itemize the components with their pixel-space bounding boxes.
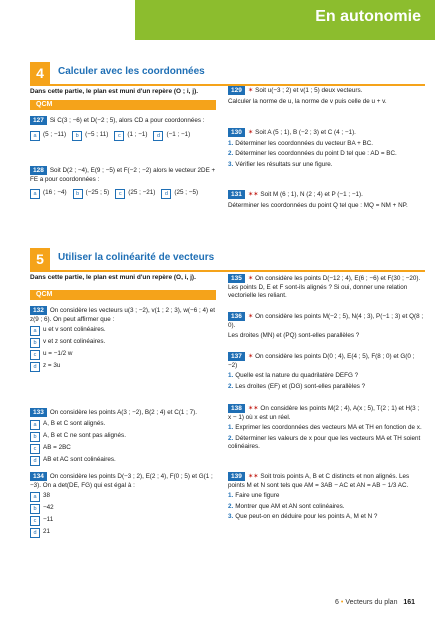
question-2: 2. Les droites (EF) et (DG) sont-elles parallèles ?: [228, 382, 366, 390]
option-c: [30, 444, 220, 454]
difficulty-stars: ✶✶: [247, 473, 259, 480]
option-a: [30, 131, 66, 141]
question-text: Les droites (EF) et (DG) sont-elles parallèles ?: [235, 382, 366, 390]
option-label: c: [30, 516, 40, 526]
option-text: A, B et C ne sont pas alignés.: [43, 431, 126, 439]
exercise-number: 127: [30, 116, 47, 125]
option-label: a: [30, 326, 40, 336]
option-c: [30, 516, 220, 526]
question-text: Déterminer les valeurs de x pour que les vecteurs MA et TH soient colinéaires.: [228, 434, 421, 450]
qcm-banner: QCM: [30, 290, 216, 300]
exercise-text: On considère les points D(−3 ; 2), E(2 ; 4), F(0 ; 5) et G(1 ; −3). On a det(DE, FG) qui est égal à :: [30, 473, 213, 489]
option-text: AB = 2BC: [43, 443, 71, 451]
option-text: (−5 ; 11): [85, 130, 109, 138]
exercise-130: [228, 128, 424, 169]
exercise-text: Soit A (5 ; 1), B (−2 ; 3) et C (4 ; −1).: [255, 129, 356, 136]
question-text: Que peut-on en déduire pour les points A, M et N ?: [235, 513, 378, 520]
option-d: [30, 528, 220, 538]
option-a: [30, 189, 67, 199]
difficulty-stars: ✶: [247, 129, 254, 136]
exercise-text: On considère les points M(2 ; 4), A(x ; 5), T(2 ; 1) et H(3 ; x − 1) où x est un réel.: [228, 405, 420, 421]
difficulty-stars: ✶✶: [247, 191, 259, 198]
header-banner: [135, 0, 435, 40]
exercise-text: Soit trois points A, B et C distincts et non alignés. Les points M et N sont tels que AM = 3AB − AC et AN = AB − 1/3 AC.: [228, 473, 410, 489]
question-1: 1. Déterminer les coordonnées du vecteur BA + BC.: [228, 139, 373, 147]
option-text: (1 ; −1): [127, 130, 148, 138]
option-text: (25 ; −21): [128, 189, 156, 196]
option-text: (25 ; −5): [174, 189, 199, 196]
exercise-139: [228, 472, 424, 522]
section-intro: Dans cette partie, le plan est muni d'un repère (O, i, j).: [30, 274, 196, 281]
question-text: Vérifier les résultats sur une figure.: [235, 160, 333, 168]
option-text: (16 ; −4): [43, 189, 67, 196]
exercise-text: On considère les points M(−2 ; 5), N(4 ; 3), P(−1 ; 3) et Q(8 ; 0).: [228, 313, 424, 329]
page-footer: 6 • Vecteurs du plan 161: [334, 599, 415, 606]
question-2: 2. Déterminer les valeurs de x pour que les vecteurs MA et TH soient colinéaires.: [228, 434, 421, 450]
option-text: (−25 ; 5): [85, 189, 110, 196]
option-label: b: [72, 131, 82, 141]
question-text: Déterminer les coordonnées du vecteur BA + BC.: [235, 139, 373, 147]
option-b: [30, 338, 220, 348]
exercise-number: 135: [228, 274, 245, 283]
option-label: b: [30, 338, 40, 348]
option-d: [161, 189, 198, 199]
option-a: [30, 326, 220, 336]
option-d: [30, 456, 220, 466]
option-label: c: [30, 444, 40, 454]
exercise-text: Soit u(−3 ; 2) et v(1 ; 5) deux vecteurs.: [255, 87, 363, 94]
exercise-number: 132: [30, 306, 47, 315]
option-label: a: [30, 492, 40, 502]
question-3: 3. Que peut-on en déduire pour les points A, M et N ?: [228, 513, 378, 520]
section-number: 4: [30, 62, 50, 84]
question-2: 2. Montrer que AM et AN sont colinéaires.: [228, 502, 345, 510]
option-label: d: [30, 528, 40, 538]
exercise-text: On considère les points D(0 ; 4), E(4 ; 5), F(8 ; 0) et G(0 ; −2): [228, 353, 415, 369]
exercise-128: [30, 166, 220, 199]
option-text: (−1 ; −1): [166, 130, 191, 138]
option-text: −42: [43, 504, 54, 511]
option-c: [30, 350, 220, 360]
option-text: v et z sont colinéaires.: [43, 338, 106, 345]
header-bar: [0, 0, 435, 40]
exercise-number: 137: [228, 352, 245, 361]
option-label: c: [114, 131, 124, 141]
exercise-136: [228, 312, 424, 341]
option-label: c: [30, 350, 40, 360]
exercise-137: [228, 352, 424, 391]
option-text: 38: [43, 492, 51, 499]
exercise-number: 136: [228, 312, 245, 321]
section-number: 5: [30, 248, 50, 270]
option-label: b: [30, 432, 40, 442]
exercise-text: Si C(3 ; −6) et D(−2 ; 5), alors CD a pour coordonnées :: [49, 117, 205, 124]
header-title: En autonomie: [315, 8, 421, 25]
exercise-132: [30, 306, 220, 372]
exercise-number: 134: [30, 472, 47, 481]
difficulty-stars: ✶: [247, 313, 254, 320]
qcm-banner: QCM: [30, 100, 216, 110]
exercise-text: Soit M (6 ; 1), N (2 ; 4) et P (−1 ; −1).: [260, 191, 363, 198]
question-text: Déterminer les coordonnées du point D tel que : AD = BC.: [235, 150, 397, 157]
option-label: d: [30, 456, 40, 466]
option-text: AB et AC sont colinéaires.: [43, 455, 116, 463]
difficulty-stars: ✶✶: [247, 405, 259, 412]
option-text: z = 3u: [43, 362, 61, 369]
option-text: u = −1/2 w: [43, 350, 73, 357]
option-label: d: [30, 362, 40, 372]
exercise-135: [228, 274, 424, 301]
option-text: A, B et C sont alignés.: [43, 419, 106, 427]
option-label: b: [30, 504, 40, 514]
exercise-text: Soit D(2 ; −4), E(9 ; −5) et F(−2 ; −2) alors le vecteur 2DE + FE a pour coordonnées :: [30, 167, 216, 183]
exercise-number: 128: [30, 166, 47, 175]
exercise-134: [30, 472, 220, 538]
chapter-number: 6: [334, 599, 339, 606]
question-1: 1. Faire une figure: [228, 492, 280, 499]
option-text: u et v sont colinéaires.: [43, 326, 106, 333]
option-d: [30, 362, 220, 372]
option-d: [153, 131, 190, 141]
exercise-number: 138: [228, 404, 245, 413]
exercise-text: Déterminer les coordonnées du point Q tel que : MQ = NM + NP.: [228, 201, 408, 209]
section-5-header: [30, 248, 425, 272]
exercise-number: 129: [228, 86, 245, 95]
exercise-127: [30, 116, 220, 141]
question-text: Montrer que AM et AN sont colinéaires.: [235, 502, 345, 510]
exercise-number: 130: [228, 128, 245, 137]
option-c: [114, 131, 147, 141]
exercise-text: On considère les points A(3 ; −2), B(2 ; 4) et C(1 ; 7).: [49, 409, 198, 416]
exercise-129: [228, 86, 424, 106]
exercise-138: [228, 404, 424, 452]
option-text: 21: [43, 528, 51, 535]
option-text: (5 ; −11): [43, 130, 67, 138]
exercise-number: 139: [228, 472, 245, 481]
exercise-131: [228, 190, 424, 210]
exercise-number: 131: [228, 190, 245, 199]
question-3: 3. Vérifier les résultats sur une figure.: [228, 160, 333, 168]
option-b: [72, 131, 108, 141]
page-number: 161: [403, 599, 415, 606]
question-text: Exprimer les coordonnées des vecteurs MA et TH en fonction de x.: [235, 424, 422, 431]
exercise-number: 133: [30, 408, 47, 417]
option-label: c: [115, 189, 125, 199]
question-text: Quelle est la nature du quadrilatère DEFG ?: [235, 372, 359, 379]
option-b: [30, 432, 220, 442]
option-label: a: [30, 131, 40, 141]
exercise-133: [30, 408, 220, 466]
option-c: [115, 189, 155, 199]
option-label: a: [30, 189, 40, 199]
exercise-text: Les droites (MN) et (PQ) sont-elles parallèles ?: [228, 332, 360, 339]
exercise-text: Calculer la norme de u, la norme de v puis celle de u + v.: [228, 97, 387, 105]
option-label: d: [161, 189, 171, 199]
option-b: [30, 504, 220, 514]
option-label: d: [153, 131, 163, 141]
option-a: [30, 492, 220, 502]
difficulty-stars: ✶: [247, 275, 254, 282]
question-2: 2. Déterminer les coordonnées du point D tel que : AD = BC.: [228, 150, 397, 157]
option-text: −11: [43, 516, 54, 523]
section-title: Calculer avec les coordonnées: [58, 66, 205, 77]
option-b: [73, 189, 110, 199]
chapter-title: Vecteurs du plan: [345, 599, 398, 606]
section-4-header: [30, 62, 425, 86]
question-1: 1. Exprimer les coordonnées des vecteurs MA et TH en fonction de x.: [228, 424, 422, 431]
question-text: Faire une figure: [235, 492, 280, 499]
section-intro: Dans cette partie, le plan est muni d'un repère (O ; i, j).: [30, 88, 199, 95]
option-label: b: [73, 189, 83, 199]
difficulty-stars: ✶: [247, 353, 254, 360]
exercise-text: On considère les points D(−12 ; 4), E(6 ; −6) et F(30 ; −20). Les points D, E et F sont-ils alignés ? Si oui, donner une relation vectorielle les reliant.: [228, 275, 421, 299]
difficulty-stars: ✶: [247, 87, 254, 94]
exercise-text: On considère les vecteurs u(3 ; −2), v(1 ; 2 ; 3), w(−6 ; 4) et z(9 ; 6). On peut affirmer que :: [30, 307, 216, 323]
question-1: 1. Quelle est la nature du quadrilatère DEFG ?: [228, 372, 359, 379]
option-label: a: [30, 420, 40, 430]
option-a: [30, 420, 220, 430]
section-title: Utiliser la colinéarité de vecteurs: [58, 252, 215, 263]
